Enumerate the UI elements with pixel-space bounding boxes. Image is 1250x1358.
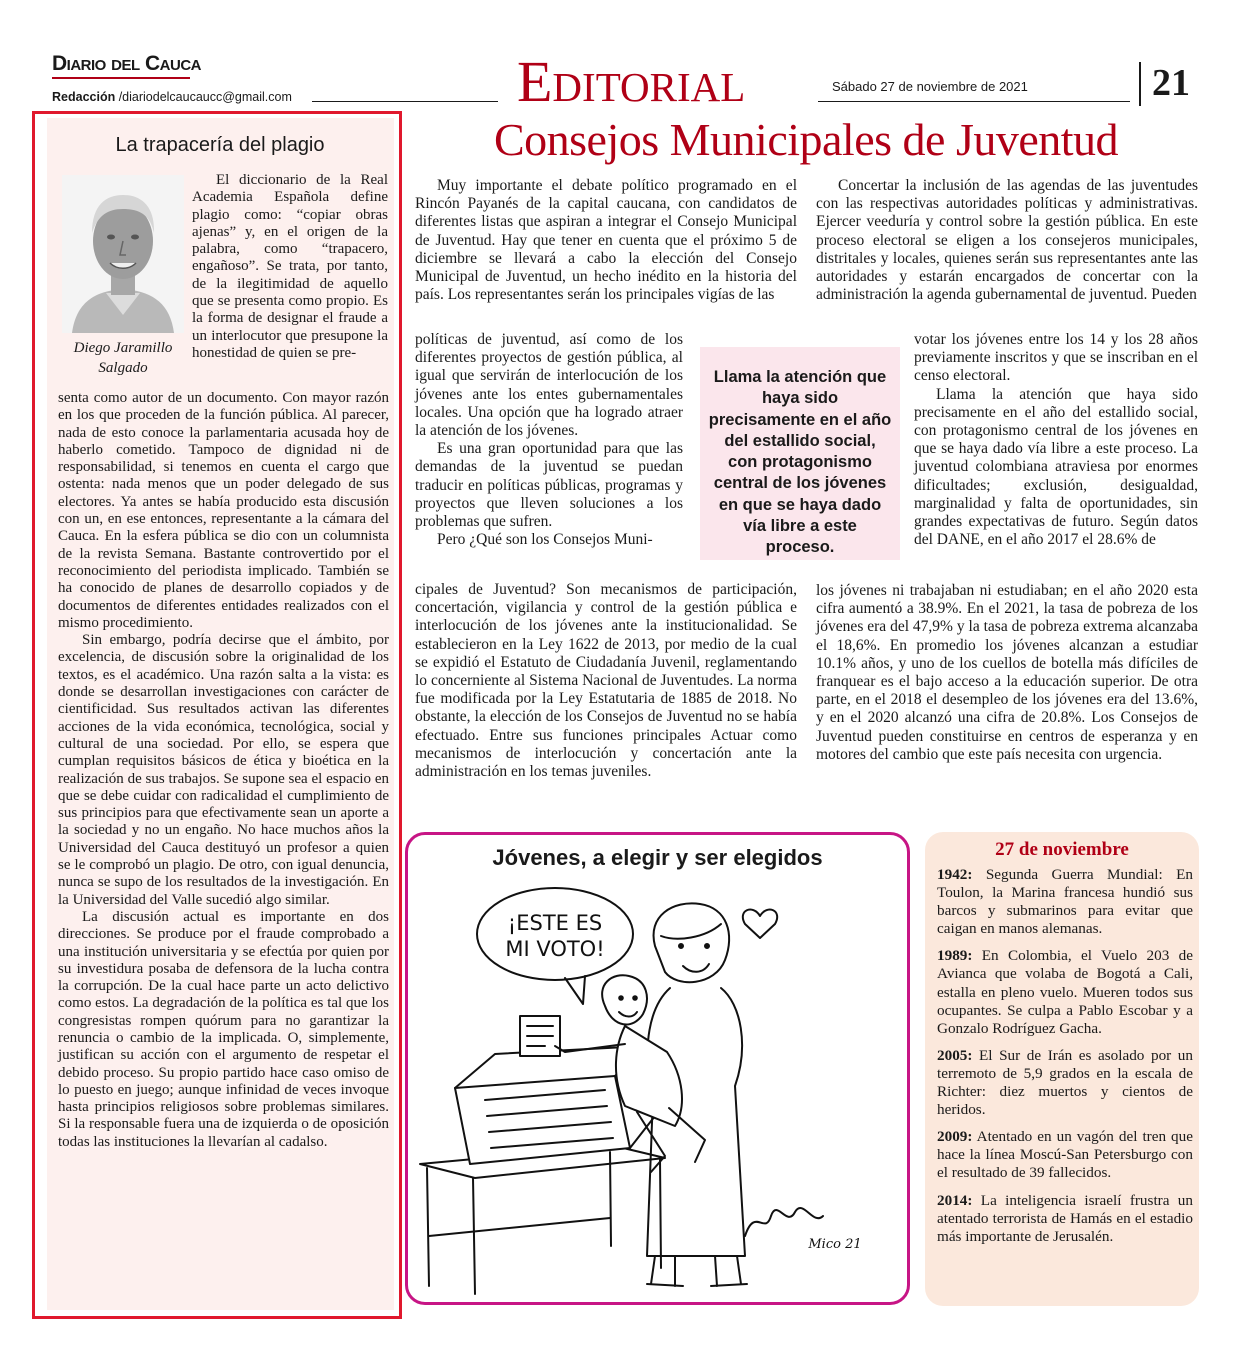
cartoon-illustration: [415, 876, 900, 1296]
redaccion-line: [52, 90, 292, 104]
masthead-underline: [52, 77, 190, 79]
redaccion-label: Redacción: [52, 90, 116, 104]
opinion-paragraph: senta como autor de un documento. Con mayor razón en los que proceden de la función pública. Al parecer, nada de esto conoce la parlamentaria acusada hoy de haberlo cometido. Tampoco de dignidad ni de responsabilidad, si tenemos en cuenta el cargo que ostenta: nada menos que un poder delegado de sus electores. Ya antes se había producido esta discusión con un, en ese entonces, representante a la cámara del Cauca. En la esfera pública se dio con un columnista de la revista Semana. Bastante controvertido por el reconocimiento del periodista implicado. También se ha conocido de planes de desarrollo copiados y de documentos de diferentes entidades realizados con el mismo procedimiento.: [58, 390, 389, 631]
pull-quote: Llama la atención que haya sido precisamente en el año del estallido social, con protagonismo central de los jóvenes en que se haya dado vía libre a este proceso.: [700, 347, 900, 560]
ephemerides-list: [937, 866, 1193, 1255]
ephemeris-year: 1942:: [937, 866, 973, 883]
cartoonist-signature: Mico 21: [808, 1237, 862, 1252]
ephemeris-text: En Colombia, el Vuelo 203 de Avianca que volaba de Bogotá a Cali, estalla en pleno vuelo. Mueren todos sus ocupantes. Se culpa a Pablo Escobar y a Gonzalo Rodríguez Gacha.: [937, 947, 1193, 1037]
editorial-headline: Consejos Municipales de Juventud: [493, 114, 1119, 165]
editorial-text-block: [415, 331, 683, 549]
editorial-paragraph: Es una gran oportunidad para que las demandas de la juventud se puedan traducir en políticas públicas, programas y proyectos que lleven soluciones a los problemas que sufren.: [415, 440, 683, 531]
ephemeris-item: [937, 947, 1193, 1037]
opinion-paragraph: El diccionario de la Real Academia Española define plagio como: “copiar obras ajenas” y, en el origen de la palabra, como “trapacero, engañoso”. Se trata, por tanto, de la ilegitimidad de aquello que se presenta como propio. Es la forma de designar el fraude a un interlocutor que presupone la honestidad de quien se pre-: [192, 172, 388, 361]
editorial-text-block: [914, 331, 1198, 549]
opinion-text-body: [58, 390, 389, 1151]
author-photo: [62, 175, 184, 333]
ephemeris-item: [937, 1128, 1193, 1182]
ephemeris-item: [937, 1047, 1193, 1119]
editorial-text-block: [415, 177, 797, 304]
editorial-paragraph: Llama la atención que haya sido precisamente en el año del estallido social, con protagonismo central de los jóvenes en que se haya dado vía libre a este proceso. La juventud colombiana atraviesa por enormes dificultades; exclusión, desigualdad, marginalidad y falta de oportunidades, sin grandes expectativas de futuro. Según datos del DANE, en el año 2017 el 28.6% de: [914, 385, 1198, 549]
ephemeris-text: El Sur de Irán es asolado por un terremoto de 5,9 grados en la escala de Richter: diez muertos y cientos de heridos.: [937, 1046, 1193, 1119]
author-name: Diego Jaramillo Salgado: [73, 340, 173, 376]
opinion-paragraph: Sin embargo, podría decirse que el ámbito, por excelencia, de discusión sobre la originalidad de los textos, es el académico. Una razón salta a la vista: es donde se desarrollan investigaciones con carácter de cientificidad. Sus resultados activan las diferentes acciones de la vida económica, tecnológica, social y cultural de una sociedad. Por ello, se espera que cumplan requisitos básicos de ética y bioética en la realización de sus trabajos. Se supone sea el espacio en que se debe cuidar con radicalidad el cumplimiento de sus principios para que efectivamente sean un aporte a la sociedad y no un engaño. No hace muchos años la Universidad del Cauca destituyó un profesor a quien se le comprobó un plagio. De otro, con igual denuncia, nunca se supo de los resultados de la investigación. En la Universidad del Valle sucedió algo similar.: [58, 632, 389, 908]
redaccion-email: /diariodelcaucaucc@gmail.com: [115, 90, 292, 104]
editorial-paragraph: los jóvenes ni trabajaban ni estudiaban; en el año 2020 esta cifra aumentó a 38.9%. En el 2021, la tasa de pobreza de los jóvenes era del 47,9% y la tasa de pobreza extrema alcanzaba el 18,6%. En promedio los jóvenes alcanzan a estudiar 10.1% años, y uno de los cuellos de botella más difíciles de franquear es el bajo acceso a la educación superior. De otra parte, en el 2018 el desempleo de los jóvenes era del 13.6%, y en el 2020 alcanzó una cifra de 20.8%. Los Consejos de Juventud pueden constituirse en centros de esperanza y en motores del cambio que este país necesita con urgencia.: [816, 582, 1198, 763]
editorial-text-block: [816, 582, 1198, 764]
editorial-paragraph: Muy importante el debate político programado en el Rincón Payanés de la capital caucana, con candidatos de diferentes listas que aspiran a integrar el Consejo Municipal de Juventud. Hay que tener en cuenta que el próximo 5 de diciembre se llevará a cabo la elección del Consejo Municipal de Juventud, un hecho inédito en la historia del país. Los representantes serán los principales vigías de las: [415, 177, 797, 304]
editorial-paragraph: cipales de Juventud? Son mecanismos de participación, concertación, vigilancia y control de la gestión pública e interlocución de los jóvenes ante la institucionalidad. Se establecieron en la Ley 1622 de 2013, por medio de la cual se expidió el Estatuto de Ciudadanía Juvenil, reglamentando lo concerniente al Sistema Nacional de Juventudes. La norma fue modificada por la Ley Estatutaria de 1885 de 2018. No obstante, la elección de los Consejos de Juventud no se había efectuado. Entre sus funciones principales Actuar como mecanismos de interlocución y concertación ante la administración en los temas juveniles.: [415, 581, 797, 781]
ephemeris-year: 2005:: [937, 1046, 973, 1064]
ephemeris-year: 2009:: [937, 1128, 973, 1146]
editorial-text-block: [415, 581, 797, 781]
editorial-paragraph: Pero ¿Qué son los Consejos Muni-: [437, 531, 653, 549]
ephemeris-text: Segunda Guerra Mundial: En Toulon, la Marina francesa hundió sus barcos y submarinos para evitar que caigan en manos alemanas.: [937, 866, 1193, 938]
ephemeris-item: [937, 866, 1193, 938]
opinion-text-intro: [192, 172, 388, 362]
speech-bubble-line1: ¡ESTE ES: [507, 911, 603, 935]
page-number-divider: [1139, 62, 1141, 106]
header-rule-left: [312, 101, 498, 102]
masthead: [52, 52, 201, 79]
editorial-paragraph: votar los jóvenes entre los 14 y los 28 años previamente inscritos y que se inscriban en el censo electoral.: [914, 331, 1198, 385]
ephemeris-text: Atentado en un vagón del tren que hace la línea Moscú-San Petersburgo con el resultado de 39 fallecidos.: [937, 1128, 1193, 1182]
ephemeris-year: 1989:: [937, 947, 973, 965]
opinion-paragraph: La discusión actual es importante en dos direcciones. Se produce por el fraude comprobado a una institución universitaria y se efectúa por quien por su investidura posaba de defensora de la lucha contra la corrupción. De la cual hace parte un acto delictivo como estos. La degradación de la política es tal que los congresistas rompen quórum para no garantizar la renuncia o cambio de la implicada. O, simplemente, justifican su acción con el argumento de respetar el debido proceso. Su propio partido hace caso omiso de lo puesto en juego; aunque infinidad de veces invoque hasta principios religiosos sobre problemas similares. Si la responsable fuera una de izquierda o de oposición todas las instituciones la llevarían al cadalso.: [58, 908, 389, 1150]
header-rule-right: [818, 101, 1130, 102]
cartoon-title: Jóvenes, a elegir y ser elegidos: [492, 845, 823, 870]
editorial-paragraph: Concertar la inclusión de las agendas de las juventudes con las respectivas autoridades políticas y administrativas. Ejercer veeduría y control sobre la gestión pública. En este proceso electoral se eligen a los consejeros municipales, distritales y locales, quienes serán sus representantes ante las autoridades y estarán encargados de concertar con la administración la agenda gubernamental de juventud. Pueden: [816, 177, 1198, 304]
editorial-text-block: [816, 177, 1198, 304]
editorial-paragraph: políticas de juventud, así como de los diferentes proyectos de gestión pública, al igual que servirán de interlocución de los jóvenes ante los entes gubernamentales locales. Una opción que ha logrado atraer la atención de los jóvenes.: [415, 331, 683, 440]
section-title: Editorial: [517, 49, 746, 114]
ephemeris-item: [937, 1192, 1193, 1246]
opinion-column-title: La trapacería del plagio: [115, 134, 325, 156]
masthead-title: Diario del Cauca: [52, 52, 201, 75]
ephemeris-year: 2014:: [937, 1191, 973, 1209]
speech-bubble-line2: MI VOTO!: [505, 937, 605, 961]
ephemeris-text: La inteligencia israelí frustra un atentado terrorista de Hamás en el estadio más importante de Jerusalén.: [937, 1191, 1193, 1245]
ephemerides-title: 27 de noviembre: [995, 839, 1129, 860]
issue-date: Sábado 27 de noviembre de 2021: [832, 79, 1028, 94]
page-number: 21: [1152, 62, 1190, 104]
